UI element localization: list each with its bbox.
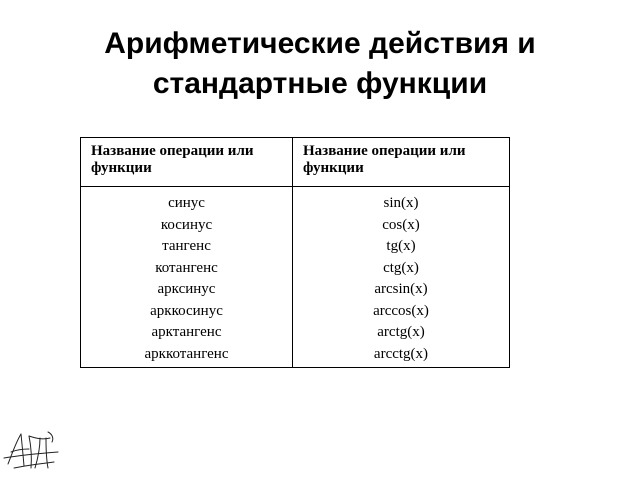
table-body-row: [81, 187, 509, 367]
list-item: sin(x): [383, 195, 419, 211]
list-item: арккотангенс: [144, 345, 229, 362]
header-left-line-1: Название операции или: [91, 143, 254, 159]
list-item: арктангенс: [151, 324, 222, 340]
list-item: arcsin(x): [374, 281, 428, 297]
list-item: arctg(x): [377, 324, 425, 340]
slide-title: [0, 24, 640, 104]
body-cell-left: [81, 187, 293, 367]
slide-title-line-1: Арифметические действия и: [104, 27, 536, 60]
functions-table: [80, 137, 510, 368]
list-item: arccos(x): [373, 302, 429, 319]
handwritten-monogram-icon: [2, 428, 60, 472]
header-cell-right: [293, 138, 509, 186]
function-notation-list: [293, 187, 509, 365]
list-item: синус: [168, 195, 205, 211]
list-item: арккосинус: [150, 302, 223, 319]
header-left-line-2: функции: [91, 160, 152, 176]
function-names-list: [81, 187, 292, 365]
list-item: cos(x): [382, 216, 420, 233]
header-right-line-2: функции: [303, 160, 364, 176]
table-header-row: [81, 138, 509, 187]
list-item: косинус: [160, 216, 213, 233]
list-item: arcctg(x): [373, 345, 429, 362]
slide-title-line-2: стандартные функции: [152, 67, 488, 100]
body-cell-right: [293, 187, 509, 367]
list-item: арксинус: [157, 281, 216, 297]
list-item: тангенс: [162, 238, 211, 254]
header-cell-left: [81, 138, 293, 186]
list-item: ctg(x): [383, 259, 419, 276]
header-right-line-1: Название операции или: [303, 143, 466, 159]
list-item: tg(x): [386, 238, 416, 254]
list-item: котангенс: [155, 259, 218, 276]
